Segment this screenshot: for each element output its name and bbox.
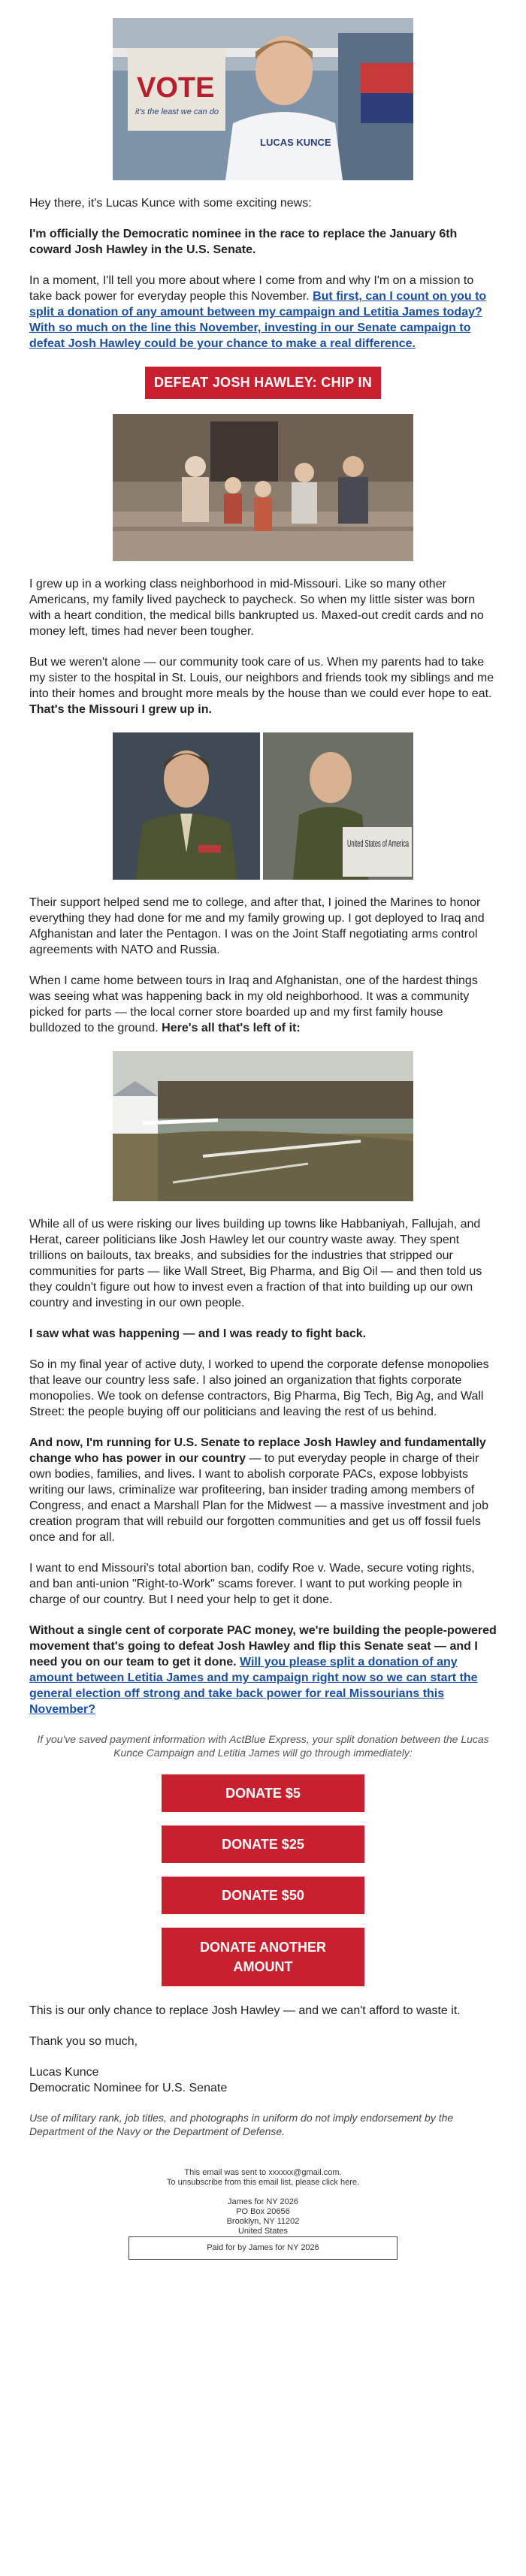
para-7: I saw what was happening — and I was ready to fight back. xyxy=(29,1327,367,1340)
military-photo xyxy=(113,732,413,880)
para-1-text: In a moment, I'll tell you more about where I come from and why I'm on a mission to take back power for everyday people this November. xyxy=(29,274,474,303)
split-donation-link-2[interactable]: Will you please split a donation of any amount between Letitia James and my campaign right now so we can start the general election off strong and take back power for real Missourians this November? xyxy=(29,1656,478,1716)
thanks-text: Thank you so much, xyxy=(29,2035,138,2048)
intro-text: Hey there, it's Lucas Kunce with some exciting news: xyxy=(29,197,312,210)
para-8: So in my final year of active duty, I worked to upend the corporate defense monopolies that leave our country less safe. I also joined an organization that fights corporate monopolies. We took on defense contractors, Big Pharma, Big Tech, Big Ag, and Wall Street: the people buying off our politicians and leaving the rest of us behind. xyxy=(29,1358,489,1418)
vote-sign-subtext: it's the least we can do xyxy=(135,107,219,116)
family-photo xyxy=(113,414,413,561)
family-photo-art xyxy=(113,414,413,561)
para-1 xyxy=(29,273,497,352)
actblue-note: If you've saved payment information with ActBlue Express, your split donation between the Lucas Kunce Campaign and Letitia James will go through immediately: xyxy=(37,1733,489,1759)
shirt-text: LUCAS KUNCE xyxy=(260,137,331,148)
para-4: Their support helped send me to college, and after that, I joined the Marines to honor everything they had done for me and my family growing up. I got deployed to Iraq and Afghanistan and later the Pentagon. I was on the Joint Staff negotiating arms control agreements with NATO and Russia. xyxy=(29,896,485,956)
headline: I'm officially the Democratic nominee in the race to replace the January 6th coward Josh Hawley in the U.S. Senate. xyxy=(29,228,458,256)
donate-50-button[interactable]: DONATE $50 xyxy=(162,1877,364,1914)
para-3-text: But we weren't alone — our community took care of us. When my parents had to take my sister to the hospital in St. Louis, our neighbors and friends took my siblings and me into their homes and brought more meals by the house than we could ever hope to eat. xyxy=(29,656,494,700)
signature-title: Democratic Nominee for U.S. Senate xyxy=(29,2082,228,2094)
signature-name: Lucas Kunce xyxy=(29,2066,99,2079)
military-photo-art xyxy=(113,732,413,880)
para-11 xyxy=(29,1623,497,1717)
para-3-bold: That's the Missouri I grew up in. xyxy=(29,703,212,716)
para-3 xyxy=(29,654,497,717)
footer-address-line: United States xyxy=(237,2227,289,2236)
header-photo-art xyxy=(113,18,413,180)
footer-address-line: PO Box 20656 xyxy=(236,2207,290,2216)
para-5-bold: Here's all that's left of it: xyxy=(162,1022,301,1034)
footer-sent-to: This email was sent to xxxxxx@gmail.com. xyxy=(184,2168,342,2177)
footer-address-line: Brooklyn, NY 11202 xyxy=(226,2217,300,2226)
donate-5-button[interactable]: DONATE $5 xyxy=(162,1774,364,1812)
vote-sign-text: VOTE xyxy=(137,72,215,104)
footer-address-line: James for NY 2026 xyxy=(228,2197,298,2206)
para-9-text: — to put everyday people in charge of their own bodies, families, and lives. I want to abolish corporate PACs, expose lobbyists writing our laws, criminalize war profiteering, ban insider trading among members of Congress, and enact a Marshall Plan for the Midwest — a massive investment and job creation program that will rebuild our forgotten communities and get us off fossil fuels once and for all. xyxy=(29,1452,488,1544)
footer xyxy=(29,2168,497,2282)
footer-spacer xyxy=(29,2188,497,2197)
footer-bottom-spacer xyxy=(29,2260,497,2282)
para-5-text: When I came home between tours in Iraq and Afghanistan, one of the hardest things was seeing what was happening back in my old neighborhood. It was a community picked for parts — the local corner store boarded up and my first family house bulldozed to the ground. xyxy=(29,974,478,1034)
para-5 xyxy=(29,973,497,1036)
paid-for-box: Paid for by James for NY 2026 xyxy=(128,2236,398,2260)
para-6: While all of us were risking our lives building up towns like Habbaniyah, Fallujah, and Herat, career politicians like Josh Hawley let our country waste away. They spent trillions on bailouts, tax breaks, and subsidies for the industries that stripped our communities for parts — like Wall Street, Big Pharma, and Big Oil — and then told us they couldn't figure out how to invest even a fraction of that into building up our own country and investing in our own people. xyxy=(29,1218,482,1309)
para-11-bold: Without a single cent of corporate PAC money, we're building the people-powered movement that's going to defeat Josh Hawley and flip this Senate seat — and I need you on our team to get it done. xyxy=(29,1624,497,1669)
para-9-bold: And now, I'm running for U.S. Senate to replace Josh Hawley and fundamentally change who has power in our country xyxy=(29,1436,486,1465)
closing-text: This is our only chance to replace Josh Hawley — and we can't afford to waste it. xyxy=(29,2004,461,2017)
signature-block xyxy=(29,2064,497,2096)
footer-unsubscribe-link[interactable]: To unsubscribe from this email list, please click here. xyxy=(166,2178,360,2187)
chip-in-button[interactable]: DEFEAT JOSH HAWLEY: CHIP IN xyxy=(145,367,381,399)
cta-wrap xyxy=(29,367,497,399)
header-photo xyxy=(113,18,413,180)
military-sign-text: United States of America xyxy=(347,838,410,849)
para-10: I want to end Missouri's total abortion ban, codify Roe v. Wade, secure voting rights, and ban anti-union "Right-to-Work" scams forever. I want to put working people in charge of our country. But I need your help to get it done. xyxy=(29,1562,475,1606)
donate-another-amount-button[interactable]: DONATE ANOTHER AMOUNT xyxy=(162,1928,364,1986)
empty-lot-photo-art xyxy=(113,1051,413,1201)
empty-lot-photo xyxy=(113,1051,413,1201)
split-donation-link[interactable]: But first, can I count on you to split a donation of any amount between my campaign and Letitia James today? With so much on the line this November, investing in our Senate campaign to defeat Josh Hawley could be your chance to make a real difference. xyxy=(29,290,487,350)
para-2: I grew up in a working class neighborhood in mid-Missouri. Like so many other Americans, my family lived paycheck to paycheck. So when my little sister was born with a heart condition, the medical bills bankrupted us. Maxed-out credit cards and no money left, times had never been tougher. xyxy=(29,578,484,638)
para-9 xyxy=(29,1435,497,1545)
donate-25-button[interactable]: DONATE $25 xyxy=(162,1826,364,1863)
disclaimer: Use of military rank, job titles, and photographs in uniform do not imply endorsement by the Department of the Navy or the Department of Defense. xyxy=(29,2112,454,2137)
